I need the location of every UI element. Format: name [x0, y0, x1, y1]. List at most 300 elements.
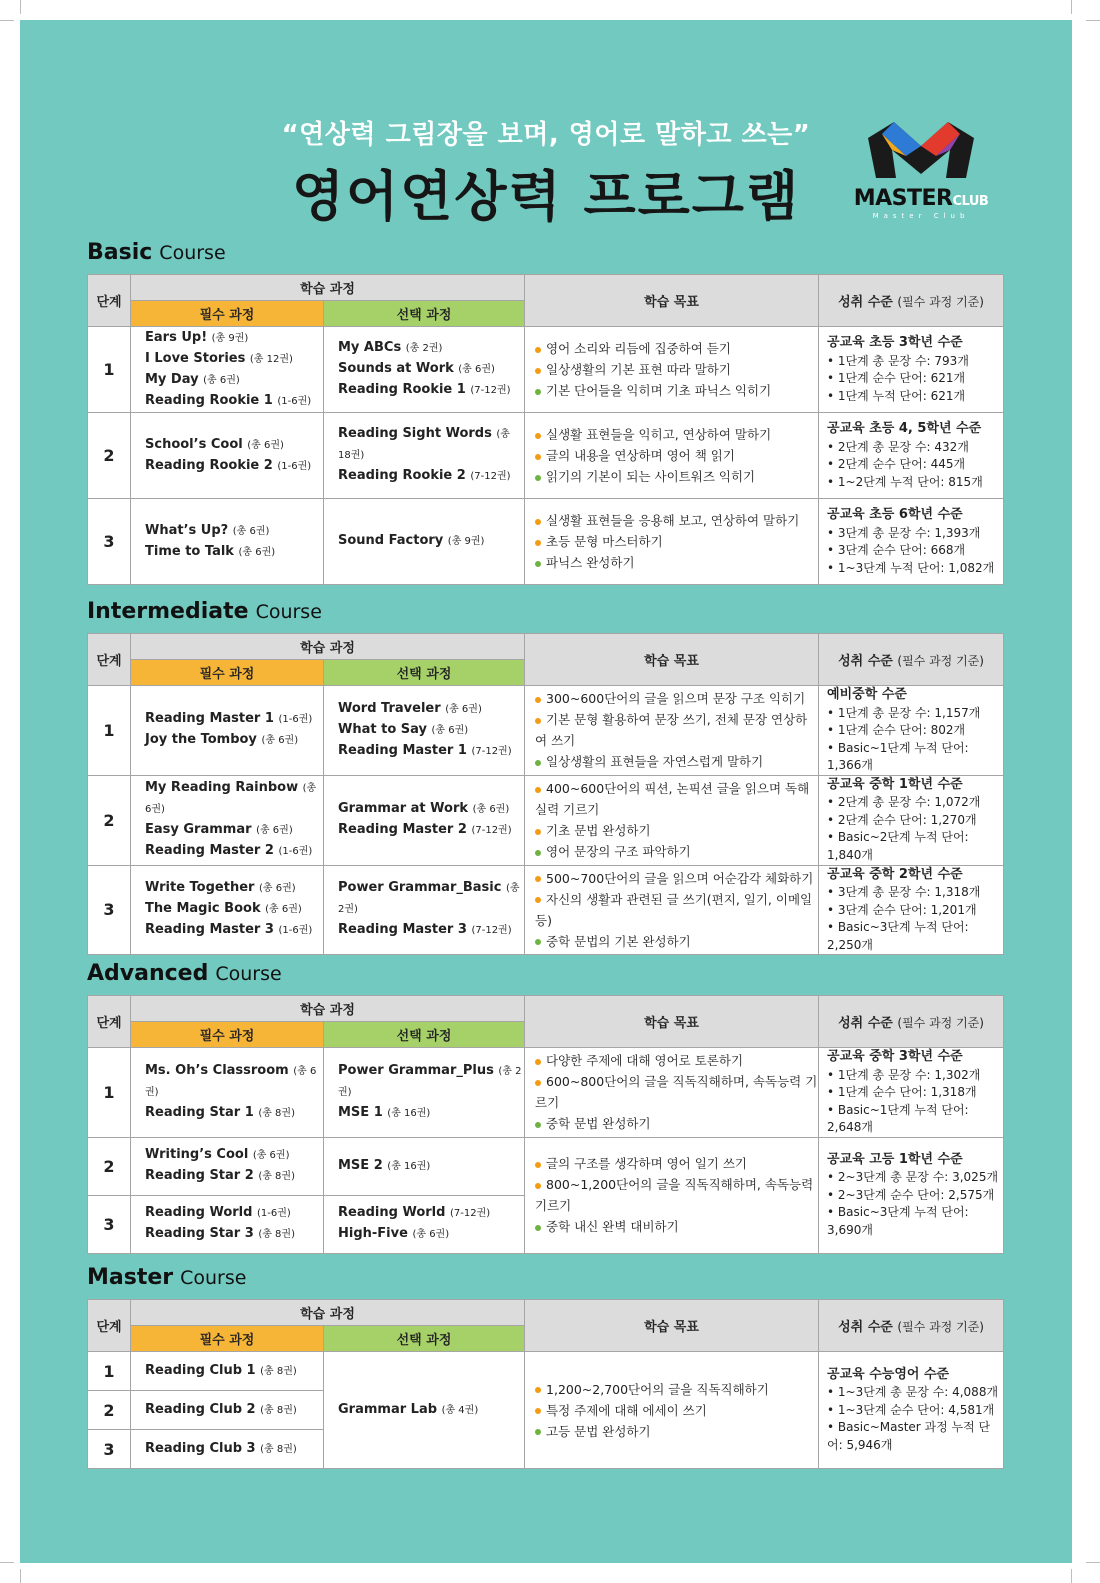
header-achievement [819, 634, 1004, 686]
book-count: (7-12권) [470, 471, 511, 482]
book-title [338, 920, 524, 941]
achievement-text: Basic~3단계 누적 단어: 3,690개 [827, 1205, 969, 1237]
header-optional: 선택 과정 [324, 660, 525, 686]
goal-item [535, 1379, 818, 1400]
required-books [131, 1391, 324, 1430]
header-goal: 학습 목표 [525, 996, 819, 1048]
book-title [145, 778, 323, 820]
book-title [338, 720, 524, 741]
crop-mark [20, 1569, 21, 1583]
goal-item [535, 359, 818, 380]
required-books [131, 499, 324, 585]
learning-goals [525, 1352, 819, 1469]
poster-title: 영어연상력 프로그램 [291, 165, 801, 228]
book-title [145, 391, 323, 412]
book-name: Reading Master 2 [338, 822, 467, 837]
goal-text: 특정 주제에 대해 에세이 쓰기 [546, 1402, 707, 1418]
book-name: Reading Master 2 [145, 843, 274, 858]
goal-text: 파닉스 완성하기 [546, 555, 635, 570]
goal-item [535, 931, 818, 952]
table-row [88, 686, 1004, 776]
crop-mark [0, 1562, 14, 1563]
achievement-label: 성취 수준 [838, 295, 893, 310]
bullet-dot-icon [535, 897, 541, 903]
goal-text: 글의 구조를 생각하며 영어 일기 쓰기 [546, 1156, 748, 1171]
goal-text: 중학 문법 완성하기 [546, 1116, 651, 1132]
book-count: (총 6권) [431, 724, 469, 736]
book-title [338, 820, 524, 841]
book-count: (총 6권) [145, 1065, 317, 1098]
header-curriculum: 학습 과정 [131, 996, 525, 1022]
course-section-intermediate [87, 597, 1003, 955]
bullet-dot-icon [535, 433, 541, 439]
book-name: Reading Rookie 1 [145, 392, 273, 408]
book-name: My Reading Rainbow [145, 780, 299, 795]
achievement-cell [819, 686, 1004, 776]
required-books [131, 1430, 324, 1469]
achievement-level: 공교육 중학 2학년 수준 [827, 866, 963, 882]
goal-item [535, 841, 818, 862]
book-name: Reading Master 3 [145, 922, 274, 938]
goal-text: 다양한 주제에 대해 영어로 토론하기 [546, 1053, 744, 1069]
achievement-cell [819, 1137, 1004, 1253]
step-number: 3 [88, 1195, 131, 1253]
book-title [338, 466, 524, 487]
header-row [88, 996, 1004, 1022]
goal-item [535, 1153, 818, 1174]
crop-mark [1086, 20, 1100, 21]
achievement-item: • 1~3단계 순수 단어: 4,581개 [827, 1402, 995, 1417]
master-club-logo [846, 116, 996, 226]
achievement-cell [819, 413, 1004, 499]
book-title [338, 1103, 524, 1124]
achievement-text: 1단계 순수 단어: 802개 [837, 723, 966, 737]
book-title [145, 899, 323, 920]
achievement-text: 1단계 총 문장 수: 793개 [837, 353, 969, 368]
course-section-basic [87, 238, 1003, 585]
achievement-cell [819, 775, 1004, 865]
section-title [87, 959, 1003, 995]
achievement-item: • Basic~3단계 누적 단어: 2,250개 [827, 920, 969, 952]
bullet-dot-icon [535, 760, 541, 766]
bullet-dot-icon [535, 347, 541, 353]
achievement-item: • Basic~3단계 누적 단어: 3,690개 [827, 1205, 969, 1237]
book-name: Reading Club 2 [145, 1401, 256, 1417]
optional-books [324, 1137, 525, 1195]
goal-text: 중학 내신 완벽 대비하기 [546, 1219, 679, 1234]
book-count: (총 9권) [211, 332, 249, 344]
achievement-item: • 2~3단계 총 문장 수: 3,025개 [827, 1170, 999, 1185]
book-name: Grammar Lab [338, 1401, 438, 1417]
book-name: Ms. Oh’s Classroom [145, 1062, 289, 1078]
optional-books [324, 865, 525, 955]
book-title [338, 359, 524, 380]
book-title [338, 1061, 524, 1103]
bullet-dot-icon [535, 697, 541, 703]
book-title [338, 1400, 524, 1421]
book-title [338, 380, 524, 401]
achievement-item: • 3단계 총 문장 수: 1,393개 [827, 525, 981, 540]
achievement-item: • 2~3단계 순수 단어: 2,575개 [827, 1187, 995, 1202]
book-title [145, 370, 323, 391]
book-count: (총 8권) [260, 1443, 297, 1455]
section-title [87, 238, 1003, 274]
step-number: 1 [88, 686, 131, 776]
table-row [88, 865, 1004, 955]
course-name: Basic [87, 240, 153, 265]
book-title [145, 435, 323, 456]
achievement-text: 1단계 순수 단어: 621개 [837, 371, 966, 385]
bullet-dot-icon [535, 1080, 541, 1086]
table-row [88, 1048, 1004, 1138]
book-count: (총 6권) [472, 804, 510, 815]
required-books [131, 686, 324, 776]
achievement-item: • 1단계 순수 단어: 1,318개 [827, 1085, 977, 1099]
course-suffix: Course [215, 963, 282, 985]
book-name: Writing’s Cool [145, 1147, 249, 1162]
achievement-text: 3단계 총 문장 수: 1,318개 [837, 885, 981, 899]
book-count: (1-6권) [277, 395, 312, 407]
bullet-dot-icon [535, 876, 541, 882]
table-row [88, 327, 1004, 413]
book-count: (총 8권) [260, 1404, 297, 1416]
achievement-level: 예비중학 수준 [827, 687, 907, 702]
optional-books [324, 1048, 525, 1138]
book-title [145, 820, 323, 841]
crop-mark [1071, 0, 1072, 14]
section-title [87, 1263, 1003, 1299]
book-title [338, 741, 524, 762]
header-goal: 학습 목표 [525, 275, 819, 327]
book-name: Time to Talk [145, 543, 234, 559]
goal-text: 영어 문장의 구조 파악하기 [546, 844, 691, 859]
goal-item [535, 1421, 818, 1442]
book-count: (총 6권) [412, 1229, 450, 1240]
book-count: (총 6권) [458, 364, 495, 375]
goal-text: 고등 문법 완성하기 [546, 1423, 651, 1439]
book-name: Reading Club 3 [145, 1440, 256, 1456]
book-title [338, 699, 524, 720]
learning-goals [525, 865, 819, 955]
achievement-item: • 2단계 순수 단어: 1,270개 [827, 812, 977, 827]
achievement-level: 공교육 중학 1학년 수준 [827, 776, 963, 792]
achievement-item: • Basic~Master 과정 누적 단어: 5,946개 [827, 1420, 991, 1452]
poster-subtitle: “연상력 그림장을 보며, 영어로 말하고 쓰는” [281, 120, 811, 150]
learning-goals [525, 1048, 819, 1138]
achievement-item: • 1단계 순수 단어: 802개 [827, 723, 966, 737]
header-curriculum: 학습 과정 [131, 634, 525, 660]
course-name: Intermediate [87, 599, 249, 624]
goal-item [535, 552, 818, 573]
achievement-item: • 3단계 순수 단어: 1,201개 [827, 902, 977, 917]
header-achievement [819, 1300, 1004, 1352]
achievement-item: • 2단계 총 문장 수: 1,072개 [827, 795, 981, 810]
achievement-text: Basic~2단계 누적 단어: 1,840개 [827, 830, 969, 862]
achievement-cell [819, 327, 1004, 413]
required-books [131, 1048, 324, 1138]
book-title [145, 328, 323, 349]
book-name: MSE 2 [338, 1157, 383, 1173]
book-count: (총 6권) [252, 1150, 290, 1161]
book-title [145, 1400, 323, 1421]
header-step: 단계 [88, 1300, 131, 1352]
goal-text: 400~600단어의 픽션, 논픽션 글을 읽으며 독해 실력 기르기 [535, 781, 810, 817]
required-books [131, 865, 324, 955]
book-count: (7-12권) [449, 1208, 491, 1219]
achievement-cell [819, 865, 1004, 955]
goal-text: 1,200~2,700단어의 글을 직독직해하기 [546, 1381, 769, 1397]
book-count: (총 8권) [258, 1229, 295, 1240]
achievement-label: 성취 수준 [838, 1320, 893, 1335]
goal-text: 500~700단어의 글을 읽으며 어순감각 체화하기 [546, 870, 814, 886]
book-name: Ears Up! [145, 329, 208, 345]
achievement-label: 성취 수준 [838, 654, 893, 669]
book-count: (총 6권) [247, 439, 284, 451]
goal-text: 중학 문법의 기본 완성하기 [546, 933, 691, 949]
book-name: Reading Club 1 [145, 1362, 256, 1378]
achievement-level: 공교육 초등 6학년 수준 [827, 507, 963, 522]
course-table [87, 274, 1004, 585]
optional-books [324, 327, 525, 413]
book-count: (총 6권) [445, 703, 482, 715]
logo-wordmark: MASTERCLUB [853, 186, 989, 211]
achievement-text: Basic~1단계 누적 단어: 2,648개 [827, 1102, 969, 1134]
header-goal: 학습 목표 [525, 634, 819, 686]
book-count: (총 12권) [249, 353, 293, 365]
required-books [131, 1137, 324, 1195]
bullet-dot-icon [535, 540, 541, 546]
book-title [338, 799, 524, 820]
book-name: MSE 1 [338, 1104, 383, 1120]
learning-goals [525, 686, 819, 776]
course-name: Master [87, 1265, 174, 1290]
bullet-dot-icon [535, 561, 541, 567]
header-achievement [819, 996, 1004, 1048]
book-title [145, 878, 323, 899]
achievement-text: 2~3단계 총 문장 수: 3,025개 [837, 1170, 999, 1185]
achievement-item: • 2단계 순수 단어: 445개 [827, 457, 966, 471]
book-count: (총 2권) [338, 1065, 522, 1098]
book-name: My ABCs [338, 340, 402, 355]
book-count: (총 2권) [405, 343, 443, 354]
book-count: (총 18권) [338, 429, 510, 461]
book-count: (총 6권) [258, 883, 296, 895]
achievement-item: • 3단계 순수 단어: 668개 [827, 543, 966, 557]
book-count: (총 6권) [261, 735, 299, 747]
achievement-level: 공교육 초등 3학년 수준 [827, 335, 963, 350]
achievement-item: • Basic~1단계 누적 단어: 1,366개 [827, 740, 969, 772]
header-required: 필수 과정 [131, 1326, 324, 1352]
header-step: 단계 [88, 275, 131, 327]
achievement-text: 2단계 총 문장 수: 1,072개 [837, 795, 981, 810]
book-count: (7-12권) [471, 925, 512, 937]
book-count: (총 16권) [387, 1160, 431, 1172]
book-name: Reading World [338, 1205, 446, 1220]
book-title [145, 1061, 323, 1103]
header-required: 필수 과정 [131, 660, 324, 686]
achievement-item: • 1~3단계 총 문장 수: 4,088개 [827, 1385, 999, 1400]
achievement-cell [819, 1352, 1004, 1469]
book-name: Reading World [145, 1205, 253, 1220]
goal-text: 영어 소리와 리듬에 집중하여 듣기 [546, 341, 731, 356]
book-name: Reading Sight Words [338, 426, 492, 441]
bullet-dot-icon [535, 475, 541, 481]
book-title [338, 424, 524, 466]
book-title [145, 1203, 323, 1224]
bullet-dot-icon [535, 1429, 541, 1435]
course-table [87, 995, 1004, 1254]
goal-item [535, 1400, 818, 1421]
goal-item [535, 751, 818, 772]
goal-text: 기본 단어들을 익히며 기초 파닉스 익히기 [546, 383, 772, 398]
required-books [131, 1352, 324, 1391]
book-title [145, 456, 323, 477]
achievement-level: 공교육 초등 4, 5학년 수준 [827, 421, 982, 436]
book-title [338, 1203, 524, 1224]
step-number: 1 [88, 1048, 131, 1138]
course-section-master [87, 1263, 1003, 1469]
achievement-text: 2~3단계 순수 단어: 2,575개 [837, 1187, 995, 1202]
book-name: Reading Rookie 1 [338, 382, 466, 397]
crop-mark [1086, 1562, 1100, 1563]
book-count: (총 8권) [258, 1107, 295, 1119]
book-title [338, 531, 524, 552]
book-name: Power Grammar_Plus [338, 1062, 494, 1078]
course-suffix: Course [255, 601, 322, 623]
learning-goals [525, 413, 819, 499]
achievement-text: 1~3단계 총 문장 수: 4,088개 [837, 1385, 999, 1400]
header-step: 단계 [88, 634, 131, 686]
book-title [145, 841, 323, 862]
step-number: 2 [88, 1137, 131, 1195]
book-name: Grammar at Work [338, 801, 469, 816]
book-count: (1-6권) [278, 714, 313, 726]
achievement-text: 1~3단계 누적 단어: 1,082개 [837, 560, 995, 575]
achievement-text: 1~3단계 순수 단어: 4,581개 [837, 1402, 995, 1417]
book-title [145, 542, 323, 563]
goal-item [535, 1071, 818, 1113]
achievement-item: • 1단계 누적 단어: 621개 [827, 388, 966, 403]
book-name: Reading Master 3 [338, 922, 467, 938]
course-table [87, 1299, 1004, 1469]
book-count: (7-12권) [471, 825, 512, 836]
required-books [131, 775, 324, 865]
achievement-item: • Basic~1단계 누적 단어: 2,648개 [827, 1102, 969, 1134]
bullet-dot-icon [535, 787, 541, 793]
table-row [88, 413, 1004, 499]
header-optional: 선택 과정 [324, 1326, 525, 1352]
book-count: (1-6권) [277, 460, 312, 472]
bullet-dot-icon [535, 1122, 541, 1128]
crop-mark [20, 0, 21, 14]
optional-books [324, 1195, 525, 1253]
header-curriculum: 학습 과정 [131, 1300, 525, 1326]
learning-goals [525, 327, 819, 413]
achievement-text: 1단계 총 문장 수: 1,302개 [837, 1067, 981, 1082]
required-books [131, 413, 324, 499]
goal-item [535, 424, 818, 445]
achievement-text: 1단계 순수 단어: 1,318개 [837, 1085, 977, 1099]
book-name: Power Grammar_Basic [338, 880, 502, 896]
goal-item [535, 531, 818, 552]
table-row [88, 775, 1004, 865]
book-title [145, 1103, 323, 1124]
goal-item [535, 466, 818, 487]
achievement-item: • 1단계 총 문장 수: 793개 [827, 353, 969, 368]
book-name: Easy Grammar [145, 822, 252, 837]
goal-text: 일상생활의 표현들을 자연스럽게 말하기 [546, 754, 764, 770]
bullet-dot-icon [535, 1183, 541, 1189]
bullet-dot-icon [535, 368, 541, 374]
crop-mark [0, 20, 14, 21]
goal-item [535, 380, 818, 401]
achievement-text: Basic~Master 과정 누적 단어: 5,946개 [827, 1420, 991, 1452]
bullet-dot-icon [535, 1387, 541, 1393]
bullet-dot-icon [535, 454, 541, 460]
optional-books [324, 1352, 525, 1469]
book-title [145, 920, 323, 941]
logo-subtext: Master Club [872, 212, 970, 220]
book-count: (총 2권) [338, 883, 520, 916]
book-name: What’s Up? [145, 522, 229, 538]
goal-item [535, 1174, 818, 1216]
book-count: (총 6권) [238, 546, 276, 558]
achievement-text: 1단계 누적 단어: 621개 [837, 388, 966, 403]
step-number: 2 [88, 1391, 131, 1430]
book-count: (7-12권) [470, 385, 511, 396]
course-suffix: Course [180, 1267, 247, 1289]
bullet-dot-icon [535, 389, 541, 395]
book-count: (1-6권) [256, 1208, 291, 1219]
book-name: My Day [145, 371, 199, 387]
course-table [87, 633, 1004, 955]
achievement-item: • 1~2단계 누적 단어: 815개 [827, 474, 983, 489]
header-achievement [819, 275, 1004, 327]
book-title [338, 338, 524, 359]
goal-text: 실생활 표현들을 익히고, 연상하여 말하기 [546, 427, 772, 442]
step-number: 3 [88, 865, 131, 955]
book-title [145, 1224, 323, 1245]
step-number: 1 [88, 1352, 131, 1391]
section-title [87, 597, 1003, 633]
book-name: The Magic Book [145, 901, 261, 917]
goal-text: 실생활 표현들을 응용해 보고, 연상하여 말하기 [546, 513, 800, 528]
course-section-advanced [87, 959, 1003, 1254]
book-title [145, 730, 323, 751]
bullet-dot-icon [535, 829, 541, 835]
header-required: 필수 과정 [131, 1022, 324, 1048]
book-name: Write Together [145, 880, 255, 896]
bullet-dot-icon [535, 939, 541, 945]
goal-item [535, 709, 818, 751]
crop-mark [1071, 1569, 1072, 1583]
book-count: (총 6권) [232, 525, 270, 537]
book-count: (총 4권) [441, 1404, 479, 1416]
goal-text: 800~1,200단어의 글을 직독직해하며, 속독능력 기르기 [535, 1177, 814, 1213]
goal-text: 글의 내용을 연상하며 영어 책 읽기 [546, 448, 735, 463]
achievement-text: Basic~3단계 누적 단어: 2,250개 [827, 920, 969, 952]
logo-m-icon [846, 116, 996, 188]
course-suffix: Course [159, 242, 226, 264]
achievement-text: 1~2단계 누적 단어: 815개 [837, 474, 983, 489]
book-title [338, 1156, 524, 1177]
header-curriculum: 학습 과정 [131, 275, 525, 301]
required-books [131, 327, 324, 413]
header-row [88, 634, 1004, 660]
bullet-dot-icon [535, 850, 541, 856]
goal-text: 자신의 생활과 관련된 글 쓰기(편지, 일기, 이메일 등) [535, 891, 813, 928]
goal-text: 기본 문형 활용하여 문장 쓰기, 전체 문장 연상하여 쓰기 [535, 712, 808, 749]
